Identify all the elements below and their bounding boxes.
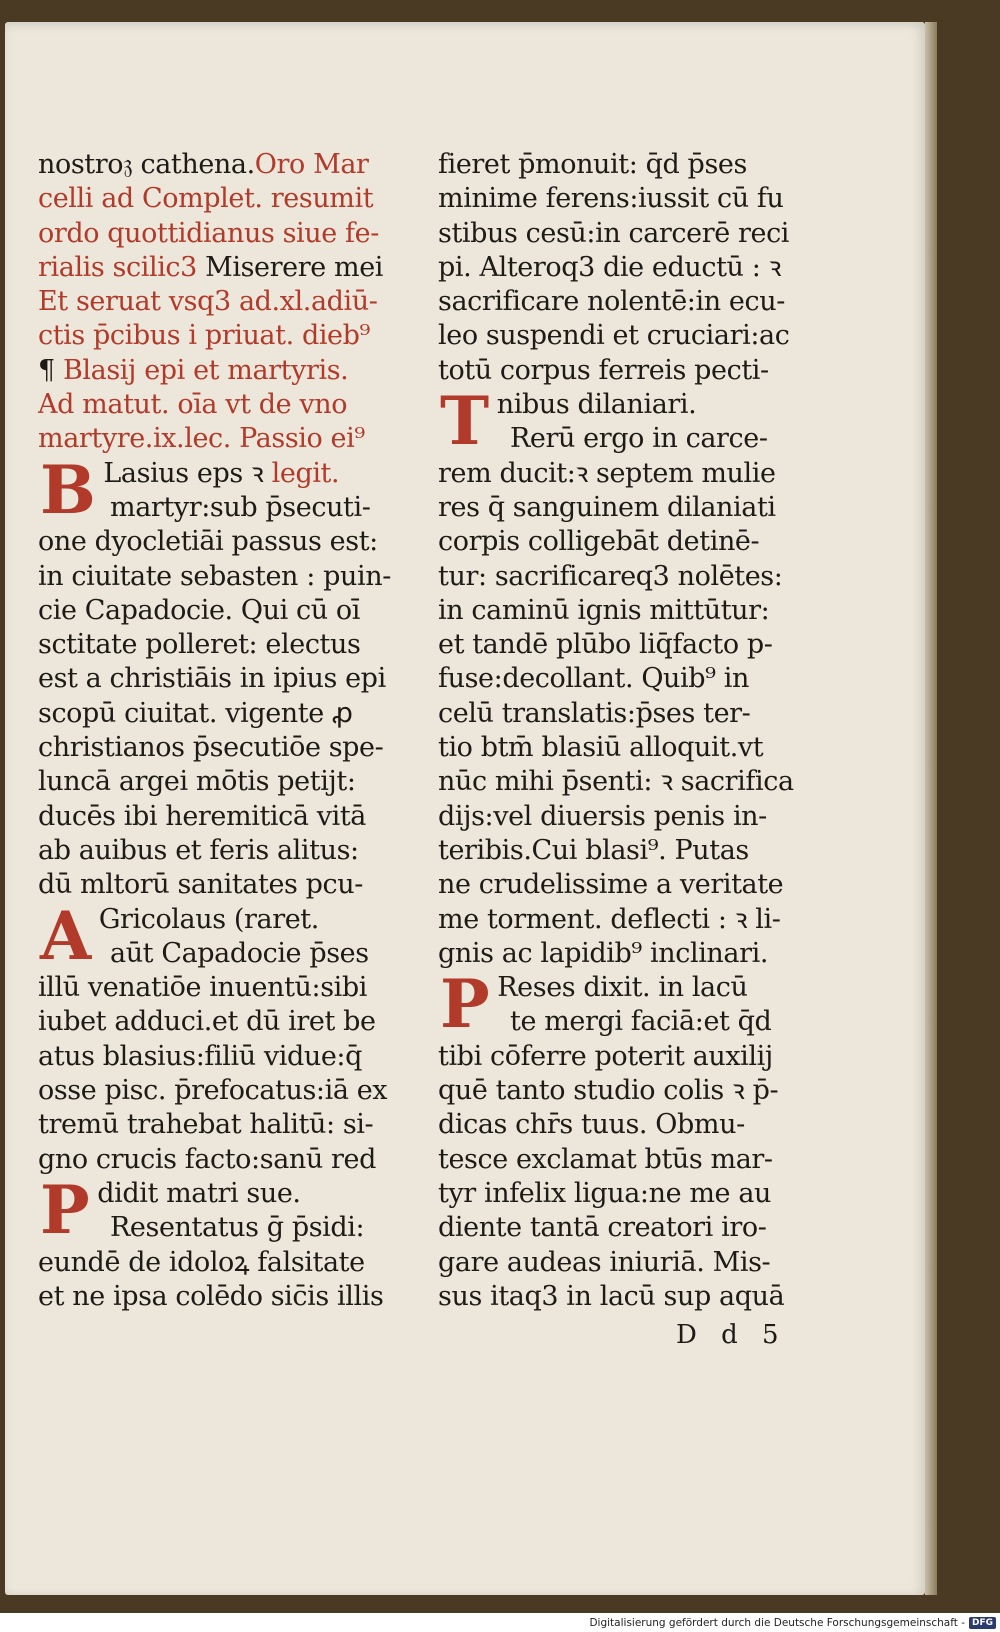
text-line <box>438 662 828 696</box>
body-text: res q̄ sanguinem dilaniati <box>438 491 776 523</box>
text-line <box>38 354 428 388</box>
body-text: dijs:vel diuersis penis in- <box>438 800 767 832</box>
body-text: leo suspendi et cruciari:ac <box>438 320 790 352</box>
body-text: tesce exclamat btūs mar- <box>438 1143 773 1175</box>
text-line <box>438 285 828 319</box>
rubric-text: celli ad Complet. resumit <box>38 183 374 215</box>
text-line <box>438 800 828 834</box>
body-text: cie Capadocie. Qui cū oī <box>38 594 361 626</box>
text-line <box>38 1246 428 1280</box>
text-line <box>438 1211 828 1245</box>
body-text: quē tanto studio colis ꝛ p̄- <box>438 1075 779 1107</box>
body-text: teribis.Cui blasi⁹. Putas <box>438 834 749 866</box>
body-text: rem ducit:ꝛ septem mulie <box>438 457 776 489</box>
text-line <box>38 217 428 251</box>
red-initial-letter: T <box>440 382 489 461</box>
text-line <box>38 422 428 456</box>
body-text: fuse:decollant. Quib⁹ in <box>438 663 749 695</box>
body-text: diente tantā creatori iro- <box>438 1212 767 1244</box>
body-text: Reses dixit. in lacū <box>497 972 748 1004</box>
rubric-text: Ad matut. oīa vt de vno <box>38 389 348 421</box>
rubric-text: Blasij epi et martyris. <box>62 354 349 386</box>
text-line <box>38 937 428 971</box>
body-text: totū corpus ferreis pecti- <box>438 354 769 386</box>
text-line <box>438 697 828 731</box>
body-text: tio btm̄ blasiū alloquit.vt <box>438 732 764 764</box>
body-text: celū translatis:p̄ses ter- <box>438 697 751 729</box>
body-text: nostro𝔷 cathena. <box>38 149 255 180</box>
body-text: christianos p̄secutiōe spe- <box>38 732 384 764</box>
text-line <box>38 251 428 285</box>
text-line <box>438 1280 828 1314</box>
text-line <box>438 422 828 456</box>
text-line <box>38 1040 428 1074</box>
text-line <box>438 1108 828 1142</box>
digitization-footer <box>589 1613 996 1632</box>
body-text: tibi cōferre poterit auxilij <box>438 1040 773 1072</box>
body-text: minime ferens:iussit cū fu <box>438 183 784 215</box>
body-text: osse pisc. p̄refocatus:iā ex <box>38 1075 388 1107</box>
body-text: Rerū ergo in carce- <box>510 423 768 455</box>
body-text: Resentatus ḡ p̄sidi: <box>110 1212 365 1244</box>
body-text: dū mltorū sanitates pcu- <box>38 869 363 901</box>
text-line <box>438 903 828 937</box>
text-line <box>38 1280 428 1314</box>
body-text: dicas chr̄s tuus. Obmu- <box>438 1109 745 1141</box>
body-text: iubet adduci.et dū iret be <box>38 1006 376 1038</box>
text-line <box>438 1074 828 1108</box>
body-text: tur: sacrificareq3 nolētes: <box>438 560 783 592</box>
text-line <box>38 1108 428 1142</box>
text-line <box>38 285 428 319</box>
text-line <box>38 765 428 799</box>
text-line <box>38 525 428 559</box>
text-line <box>438 1177 828 1211</box>
body-text: et tandē plūbo liq̄facto p- <box>438 629 773 661</box>
body-text: te mergi faciā:et q̄d <box>510 1006 772 1038</box>
signature-mark: D d 5 <box>676 1320 787 1350</box>
body-text: atus blasius:filiū vidue:q̄ <box>38 1040 363 1072</box>
body-text: aūt Capadocie p̄ses <box>110 937 369 969</box>
text-line <box>438 731 828 765</box>
body-text: fieret p̄monuit: q̄d p̄ses <box>438 149 747 180</box>
text-line <box>38 697 428 731</box>
body-text: ducēs ibi heremiticā vitā <box>38 800 366 832</box>
body-text: Lasius eps ꝛ <box>103 457 272 489</box>
body-text: one dyocletiāi passus est: <box>38 526 378 558</box>
text-line <box>438 457 828 491</box>
text-line <box>438 148 828 182</box>
rubric-text: ordo quottidianus siue fe- <box>38 217 379 249</box>
body-text: ab auibus et feris alitus: <box>38 834 359 866</box>
body-text: gno crucis facto:sanū red <box>38 1143 377 1175</box>
body-text: sacrificare nolentē:in ecu- <box>438 286 785 318</box>
body-text: didit matri sue. <box>97 1177 301 1209</box>
text-line <box>438 834 828 868</box>
body-text: gare audeas iniuriā. Mis- <box>438 1246 771 1278</box>
text-line <box>38 868 428 902</box>
body-text: est a christiāis in ipius epi <box>38 663 386 695</box>
body-text: eundē de idoloꝝ falsitate <box>38 1246 365 1278</box>
text-line <box>38 662 428 696</box>
rubric-text: martyre.ix.lec. Passio ei⁹ <box>38 423 365 455</box>
text-line <box>38 388 428 422</box>
text-line <box>438 217 828 251</box>
text-line <box>438 868 828 902</box>
rubric-text: rialis scilic3 <box>38 251 206 283</box>
body-text: martyr:sub p̄secuti- <box>110 491 371 523</box>
text-line <box>438 1246 828 1280</box>
text-line <box>38 594 428 628</box>
page-edge <box>925 22 937 1595</box>
body-text: nibus dilaniari. <box>496 389 697 421</box>
dfg-logo-icon: DFG <box>969 1617 996 1629</box>
rubric-text: legit. <box>271 457 340 489</box>
red-initial-letter: B <box>40 450 96 529</box>
text-line <box>438 251 828 285</box>
footer-credit: Digitalisierung gefördert durch die Deutsche Forschungsgemeinschaft - <box>589 1616 965 1629</box>
text-line <box>38 628 428 662</box>
body-text: ne crudelissime a veritate <box>438 869 784 901</box>
body-text: me torment. deflecti : ꝛ li- <box>438 903 781 935</box>
text-line <box>438 628 828 662</box>
text-line <box>38 148 428 182</box>
body-text: sctitate polleret: electus <box>38 629 361 661</box>
body-text: nūc mihi p̄senti: ꝛ sacrifica <box>438 766 794 798</box>
text-line <box>438 182 828 216</box>
red-initial-letter: P <box>40 1170 90 1249</box>
red-initial-letter: A <box>40 896 91 975</box>
text-line <box>38 1211 428 1245</box>
text-line <box>38 971 428 1005</box>
text-line <box>38 1143 428 1177</box>
right-text-column <box>438 148 828 1314</box>
left-text-column <box>38 148 428 1314</box>
body-text: et ne ipsa colēdo sic̄is illis <box>38 1280 384 1312</box>
text-line <box>38 1005 428 1039</box>
rubric-text: Oro Mar <box>254 149 369 180</box>
text-line <box>438 1005 828 1039</box>
body-text: in ciuitate sebasten : puin- <box>38 560 391 592</box>
body-text: gnis ac lapidib⁹ inclinari. <box>438 937 769 969</box>
rubric-text: Et seruat vsq3 ad.xl.adiū- <box>38 286 378 318</box>
text-line <box>438 319 828 353</box>
body-text: sus itaq3 in lacū sup aquā <box>438 1280 785 1312</box>
red-initial-letter: P <box>440 965 490 1044</box>
text-line <box>438 354 828 388</box>
text-line <box>438 491 828 525</box>
text-line <box>438 765 828 799</box>
body-text: Gricolaus (raret. <box>98 903 319 935</box>
text-line <box>438 1143 828 1177</box>
body-text: stibus cesū:in carcerē reci <box>438 217 790 249</box>
text-line <box>38 491 428 525</box>
text-line <box>38 834 428 868</box>
body-text: luncā argei mōtis petijt: <box>38 766 356 798</box>
rubric-text: ctis p̄cibus i priuat. dieb⁹ <box>38 320 370 352</box>
body-text: corpis colligebāt detinē- <box>438 526 760 558</box>
text-line <box>38 182 428 216</box>
body-text: tremū trahebat halitū: si- <box>38 1109 374 1141</box>
text-line <box>438 560 828 594</box>
text-line <box>438 525 828 559</box>
text-line <box>438 937 828 971</box>
body-text: ¶ <box>38 354 63 386</box>
body-text: illū venatiōe inuentū:sibi <box>38 972 368 1004</box>
text-line <box>38 560 428 594</box>
text-line <box>438 594 828 628</box>
body-text: pi. Alteroq3 die eductū : ꝛ <box>438 251 782 283</box>
body-text: scopū ciuitat. vigente ꝓ <box>38 697 353 729</box>
text-line <box>38 1074 428 1108</box>
text-line <box>438 1040 828 1074</box>
body-text: in caminū ignis mittūtur: <box>438 594 770 626</box>
body-text: Miserere mei <box>205 251 384 283</box>
text-line <box>38 800 428 834</box>
body-text: tyr infelix ligua:ne me au <box>438 1177 772 1209</box>
text-line <box>38 319 428 353</box>
text-line <box>38 731 428 765</box>
